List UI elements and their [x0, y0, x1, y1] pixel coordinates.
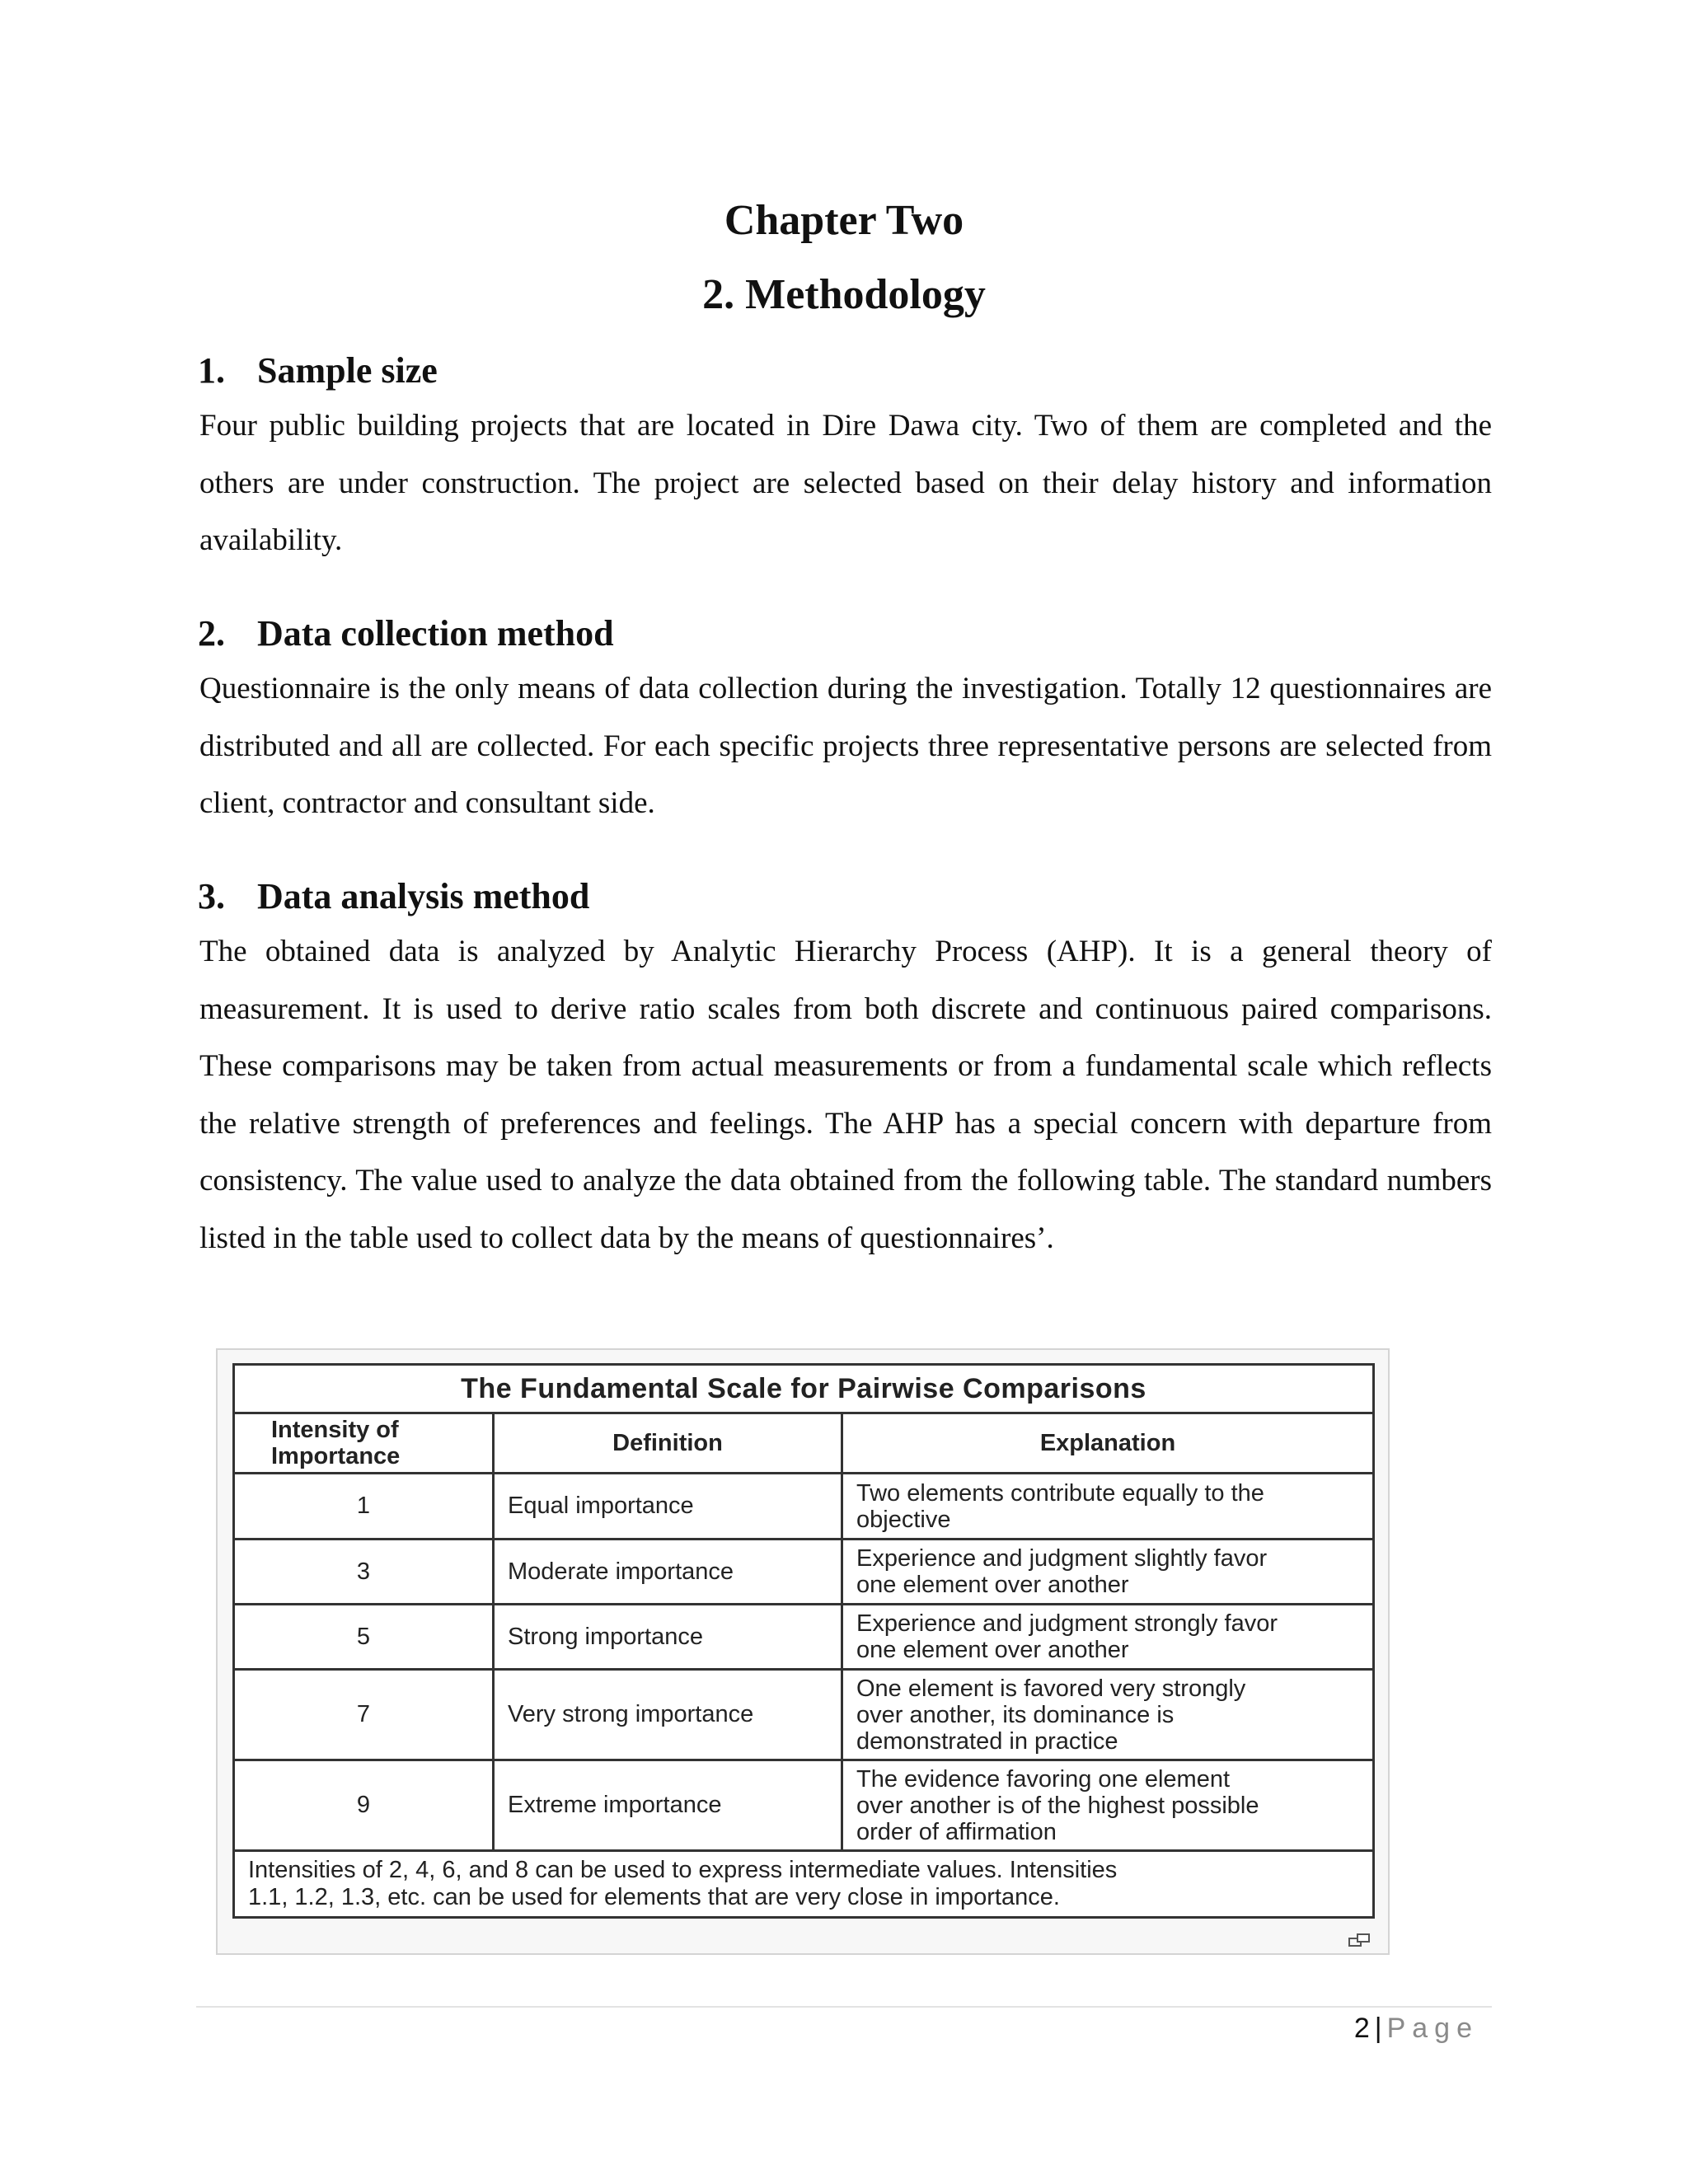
paragraph-data-collection: Questionnaire is the only means of data collection during the investigation. Totally 12 questionnaires are distributed and all are collected. For each specific projects three representative persons are selected from client, contractor and consultant side.: [199, 672, 1492, 820]
explanation-line: The evidence favoring one element: [856, 1765, 1231, 1793]
definition-cell: Moderate importance: [494, 1540, 842, 1605]
pairwise-scale-table: [232, 1363, 1375, 1919]
definition-cell: Very strong importance: [494, 1670, 842, 1760]
explanation-line: one element over another: [856, 1572, 1129, 1598]
explanation-cell: [842, 1540, 1374, 1605]
paragraph-data-analysis: The obtained data is analyzed by Analytic Hierarchy Process (AHP). It is a general theory of measurement. It is used to derive ratio scales from both discrete and continuous paired comparisons. These comparisons may be taken from actual measurements or from a fundamental scale which reflects the relative strength of preferences and feelings. The AHP has a special concern with departure from consistency. The value used to analyze the data obtained from the following table. The standard numbers listed in the table used to collect data by the means of questionnaires’.: [199, 935, 1492, 1255]
section-heading-text: Sample size: [257, 350, 438, 391]
footer-separator: |: [1374, 2013, 1382, 2044]
explanation-cell: [842, 1670, 1374, 1760]
table-row: [234, 1760, 1374, 1851]
explanation-line: over another is of the highest possible: [856, 1792, 1259, 1819]
explanation-line: over another, its dominance is: [856, 1701, 1175, 1728]
header-definition: Definition: [494, 1413, 842, 1474]
section-title: 2. Methodology: [702, 271, 986, 318]
note-line: Intensities of 2, 4, 6, and 8 can be used to express intermediate values. Intensities: [248, 1857, 1118, 1883]
table-row: [234, 1670, 1374, 1760]
section-number: 3.: [198, 876, 225, 916]
intensity-cell: 1: [234, 1474, 494, 1540]
page-label: Page: [1386, 2013, 1479, 2044]
explanation-line: Experience and judgment slightly favor: [856, 1545, 1268, 1572]
table-row: [234, 1605, 1374, 1670]
section-number: 1.: [198, 350, 225, 391]
explanation-cell: [842, 1605, 1374, 1670]
header-explanation: Explanation: [842, 1413, 1374, 1474]
table-row: [234, 1540, 1374, 1605]
header-intensity: [234, 1413, 494, 1474]
table-caption: The Fundamental Scale for Pairwise Comparisons: [234, 1365, 1374, 1413]
note-line: 1.1, 1.2, 1.3, etc. can be used for elements that are very close in importance.: [248, 1884, 1060, 1910]
explanation-line: objective: [856, 1506, 951, 1533]
paragraph-sample-size: Four public building projects that are located in Dire Dawa city. Two of them are completed and the others are under construction. The project are selected based on their delay history and information availability.: [199, 409, 1492, 557]
intensity-cell: 7: [234, 1670, 494, 1760]
page-footer: [1354, 2013, 1479, 2045]
table-row: [234, 1474, 1374, 1540]
definition-cell: Equal importance: [494, 1474, 842, 1540]
explanation-line: Two elements contribute equally to the: [856, 1479, 1264, 1507]
definition-cell: Extreme importance: [494, 1760, 842, 1851]
table-figure: [216, 1348, 1390, 1955]
intensity-cell: 3: [234, 1540, 494, 1605]
table-header-row: [234, 1413, 1374, 1474]
explanation-line: order of affirmation: [856, 1818, 1057, 1845]
page-number: 2: [1353, 2013, 1370, 2044]
explanation-cell: [842, 1474, 1374, 1540]
table-note: [234, 1851, 1374, 1918]
section-heading-text: Data analysis method: [257, 876, 590, 916]
explanation-line: demonstrated in practice: [856, 1727, 1118, 1755]
explanation-line: one element over another: [856, 1637, 1129, 1663]
section-heading-data-collection: [198, 612, 614, 654]
intensity-cell: 5: [234, 1605, 494, 1670]
footer-divider: [196, 2006, 1492, 2008]
intensity-cell: 9: [234, 1760, 494, 1851]
explanation-line: Experience and judgment strongly favor: [856, 1610, 1278, 1637]
explanation-line: One element is favored very strongly: [856, 1675, 1246, 1702]
table-note-row: [234, 1851, 1374, 1918]
header-intensity-line2: Importance: [271, 1443, 401, 1469]
section-heading-sample-size: [198, 349, 438, 391]
section-heading-text: Data collection method: [257, 613, 614, 654]
enlarge-icon[interactable]: [1348, 1933, 1372, 1947]
chapter-title: Chapter Two: [724, 197, 964, 244]
section-number: 2.: [198, 613, 225, 654]
definition-cell: Strong importance: [494, 1605, 842, 1670]
explanation-cell: [842, 1760, 1374, 1851]
section-heading-data-analysis: [198, 875, 589, 917]
header-intensity-line1: Intensity of: [271, 1417, 399, 1443]
